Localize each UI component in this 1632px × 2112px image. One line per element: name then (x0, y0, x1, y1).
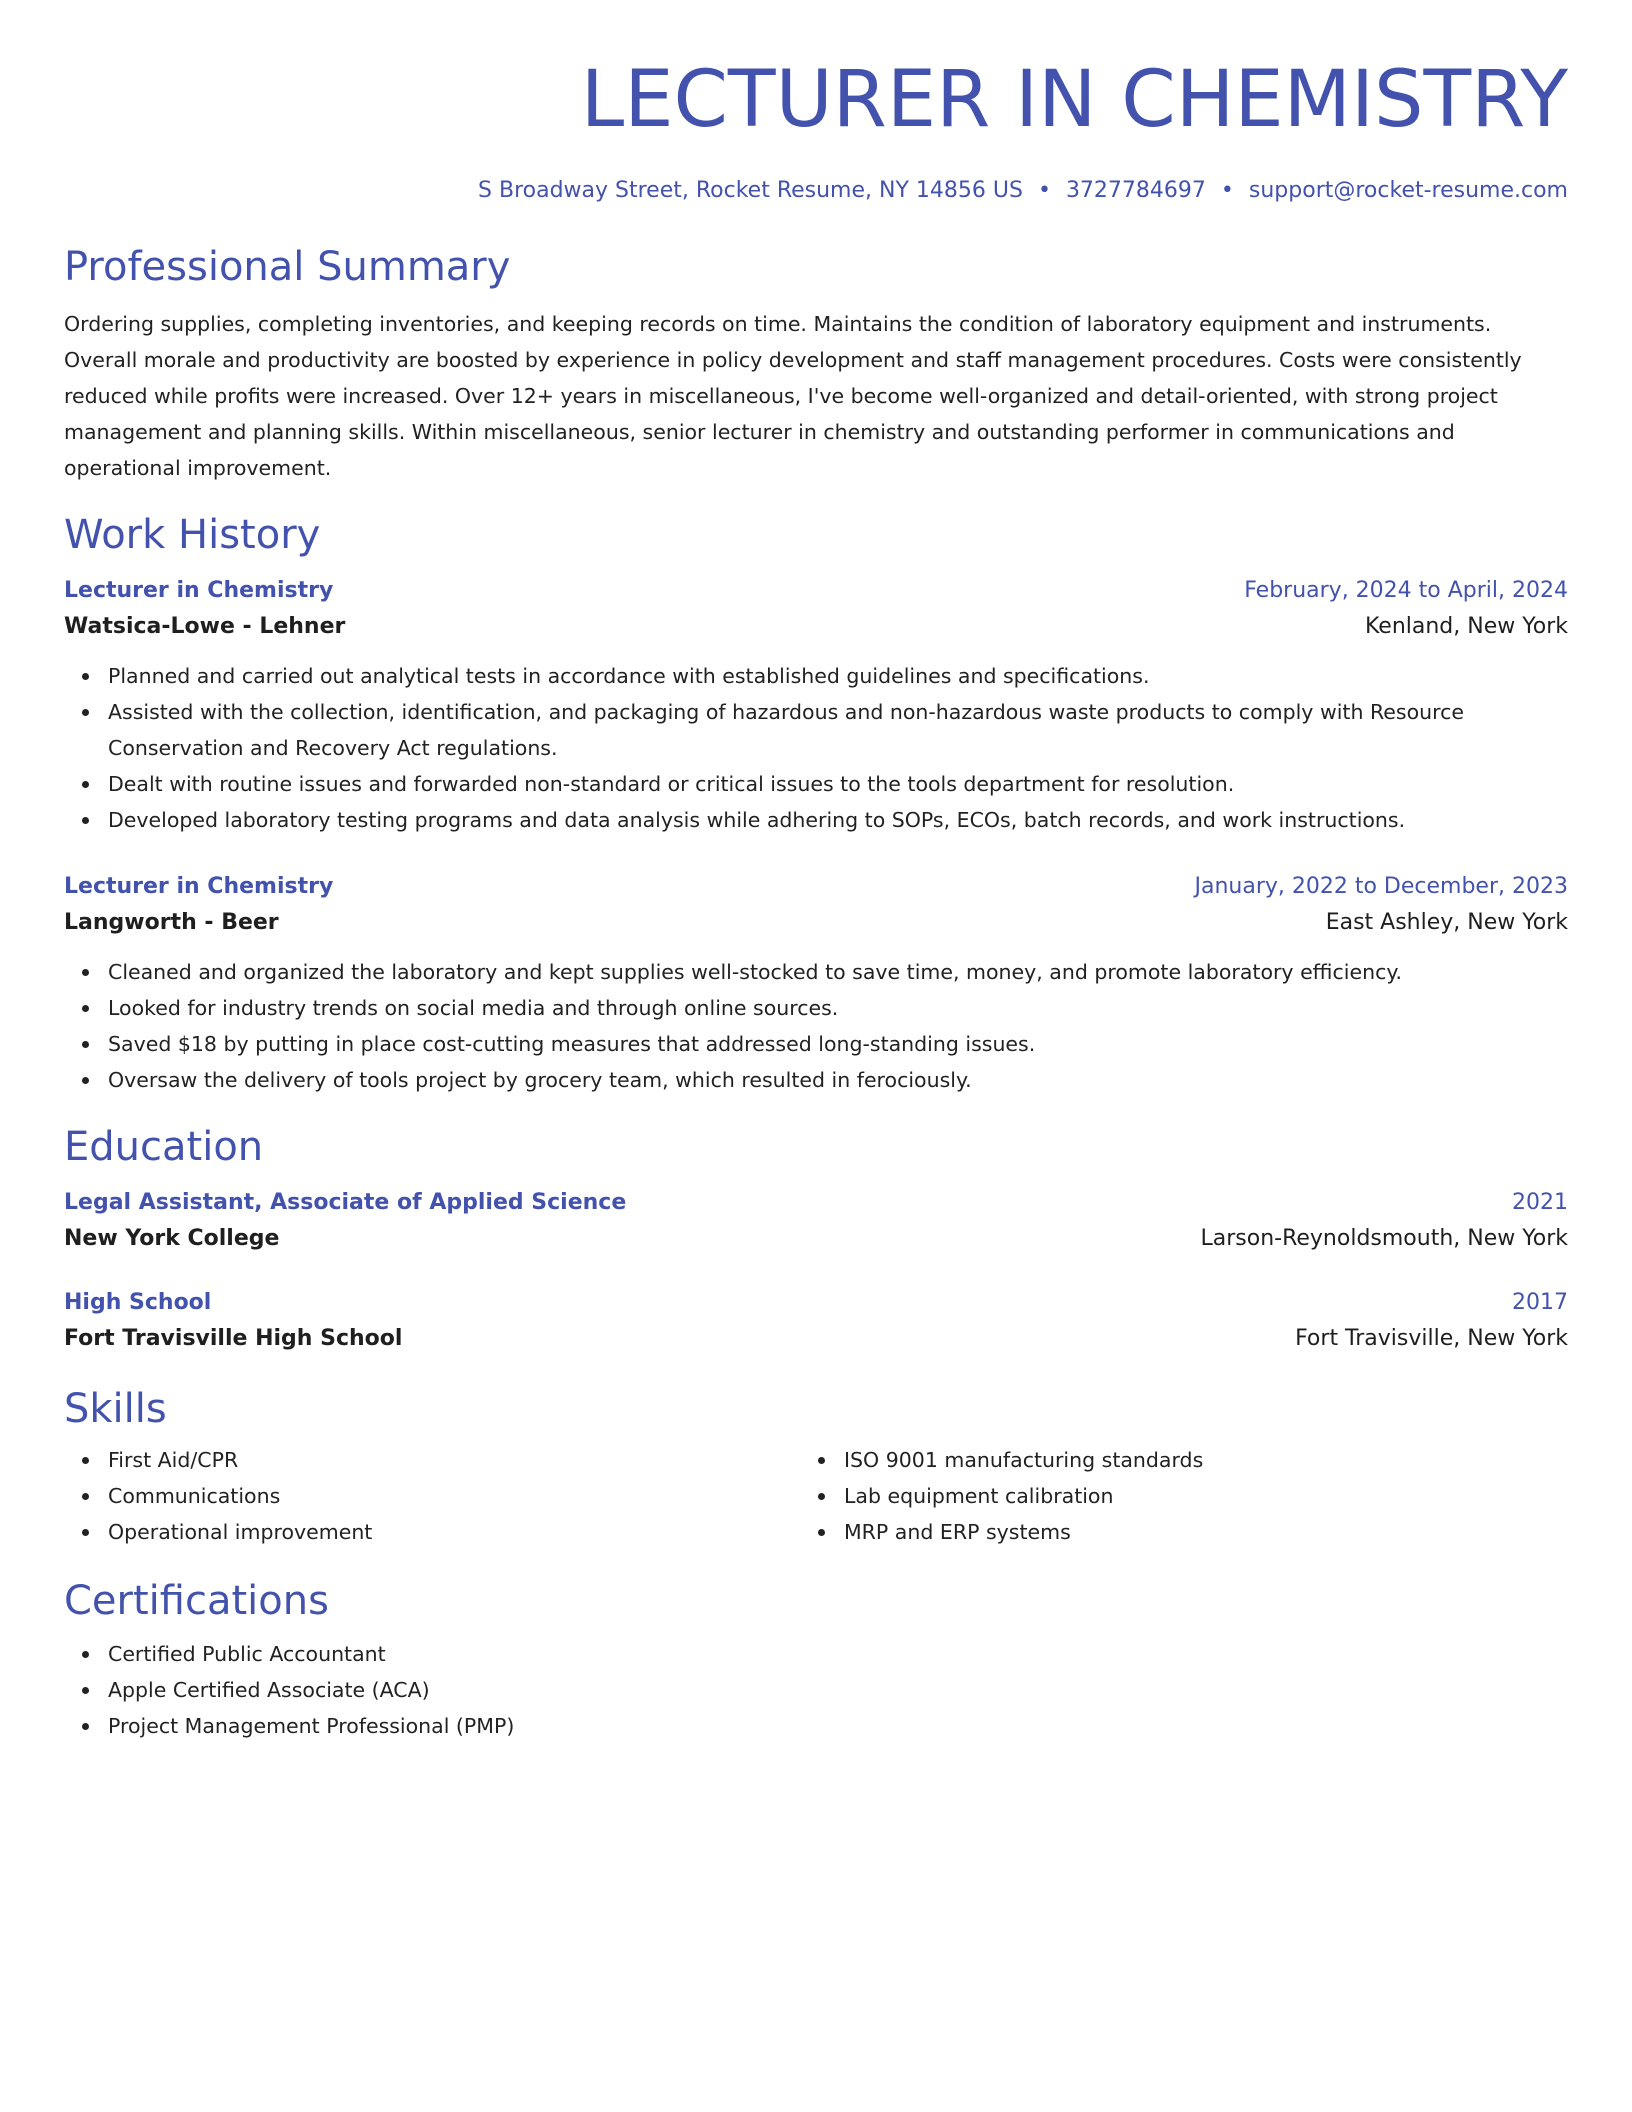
list-item: Developed laboratory testing programs and data analysis while adhering to SOPs, ECOs, batch records, and work instructions. (108, 802, 1568, 838)
school-location: Larson-Reynoldsmouth, New York (1200, 1226, 1568, 1251)
education-entry (64, 1186, 1568, 1258)
school-location: Fort Travisville, New York (1295, 1326, 1568, 1351)
job-location: East Ashley, New York (1325, 910, 1568, 935)
section-title-education: Education (64, 1124, 264, 1170)
certifications-list (64, 1636, 1568, 1744)
school-name: New York College (64, 1226, 280, 1251)
resume-header (64, 52, 1568, 206)
list-item: Assisted with the collection, identification, and packaging of hazardous and non-hazardous waste products to comply with Resource Conservation and Recovery Act regulations. (108, 694, 1568, 766)
job-dates: February, 2024 to April, 2024 (1244, 578, 1568, 603)
work-entry (64, 870, 1568, 1098)
list-item: Apple Certified Associate (ACA) (108, 1672, 1568, 1708)
section-title-work-history: Work History (64, 512, 321, 558)
list-item: Oversaw the delivery of tools project by grocery team, which resulted in ferociously. (108, 1062, 1568, 1098)
education-entry (64, 1286, 1568, 1358)
certifications-section (64, 1576, 1568, 1744)
job-title: Lecturer in Chemistry (64, 578, 334, 603)
job-location: Kenland, New York (1364, 614, 1568, 639)
resume-name: LECTURER IN CHEMISTRY (580, 55, 1568, 145)
section-title-certifications: Certifications (64, 1578, 329, 1624)
list-item: Dealt with routine issues and forwarded non-standard or critical issues to the tools department for resolution. (108, 766, 1568, 802)
contact-phone: 3727784697 (1065, 178, 1206, 203)
skills-columns (64, 1442, 1568, 1550)
degree-title: High School (64, 1290, 212, 1315)
list-item: Project Management Professional (PMP) (108, 1708, 1568, 1744)
graduation-year: 2021 (1512, 1190, 1568, 1215)
list-item: Saved $18 by putting in place cost-cutting measures that addressed long-standing issues. (108, 1026, 1568, 1062)
contact-address: S Broadway Street, Rocket Resume, NY 14856 US (478, 178, 1023, 203)
graduation-year: 2017 (1512, 1290, 1568, 1315)
list-item: Cleaned and organized the laboratory and kept supplies well-stocked to save time, money, and promote laboratory efficiency. (108, 954, 1568, 990)
list-item: MRP and ERP systems (844, 1514, 1568, 1550)
skills-column-left (64, 1442, 800, 1550)
list-item: Lab equipment calibration (844, 1478, 1568, 1514)
skills-column-right (800, 1442, 1568, 1550)
company-name: Watsica-Lowe - Lehner (64, 614, 346, 639)
job-title: Lecturer in Chemistry (64, 874, 334, 899)
job-bullets (64, 954, 1568, 1098)
section-title-summary: Professional Summary (64, 244, 511, 290)
list-item: Certified Public Accountant (108, 1636, 1568, 1672)
list-item: Operational improvement (108, 1514, 800, 1550)
contact-email[interactable]: support@rocket-resume.com (1248, 178, 1568, 203)
list-item: First Aid/CPR (108, 1442, 800, 1478)
contact-separator: • (1037, 178, 1051, 203)
contact-separator: • (1220, 178, 1234, 203)
skills-section (64, 1384, 1568, 1550)
list-item: Communications (108, 1478, 800, 1514)
list-item: Looked for industry trends on social media and through online sources. (108, 990, 1568, 1026)
job-dates: January, 2022 to December, 2023 (1194, 874, 1568, 899)
degree-title: Legal Assistant, Associate of Applied Science (64, 1190, 627, 1215)
job-bullets (64, 658, 1568, 838)
skills-list (800, 1442, 1568, 1550)
summary-section (64, 242, 1568, 486)
list-item: Planned and carried out analytical tests in accordance with established guidelines and specifications. (108, 658, 1568, 694)
summary-text: Ordering supplies, completing inventories, and keeping records on time. Maintains the condition of laboratory equipment and instruments. Overall morale and productivity are boosted by experience in policy development and staff management procedures. Costs were consistently reduced while profits were increased. Over 12+ years in miscellaneous, I've become well-organized and detail-oriented, with strong project management and planning skills. Within miscellaneous, senior lecturer in chemistry and outstanding performer in communications and operational improvement. (64, 312, 1522, 480)
work-history-section (64, 510, 1568, 1098)
school-name: Fort Travisville High School (64, 1326, 403, 1351)
list-item: ISO 9001 manufacturing standards (844, 1442, 1568, 1478)
contact-line (64, 176, 1568, 206)
company-name: Langworth - Beer (64, 910, 279, 935)
education-section (64, 1122, 1568, 1358)
work-entry (64, 574, 1568, 838)
skills-list (64, 1442, 800, 1550)
section-title-skills: Skills (64, 1386, 167, 1432)
